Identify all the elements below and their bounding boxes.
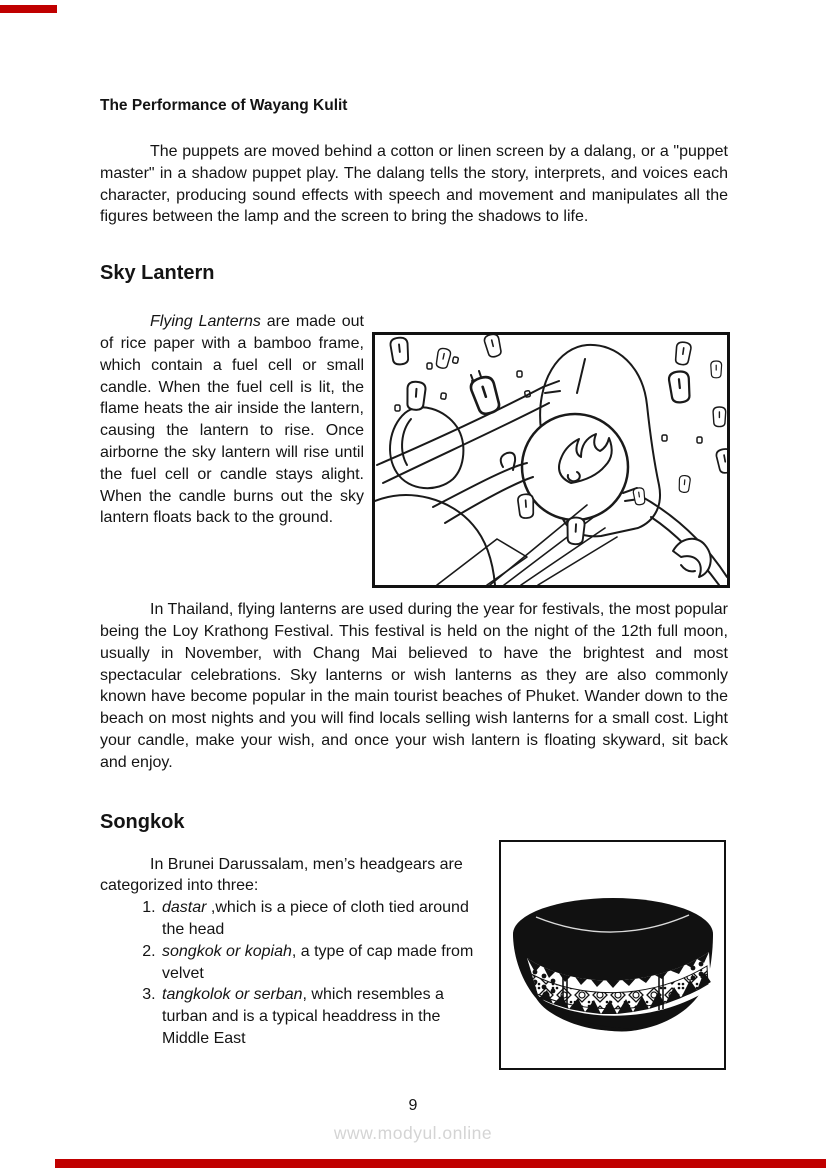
term-dastar: dastar	[162, 899, 207, 917]
songkok-image	[499, 840, 726, 1070]
list-item-songkok	[160, 941, 488, 985]
heading-songkok: Songkok	[100, 810, 185, 833]
paragraph-thailand: In Thailand, flying lanterns are used during the year for festivals, the most popular being the Loy Krathong Festival. This festival is held on the night of the 12th full moon, usually in November, with Chang Mai believed to have the brightest and most spectacular celebrations. Sky lanterns or wish lanterns as they are also commonly known have become popular in the main tourist beaches of Phuket. Wander down to the beach on most nights and you will find locals selling wish lanterns for a small cost. Light your candle, make your wish, and once your wish lantern is floating skyward, sit back and enjoy.	[100, 601, 728, 771]
sky-lanterns-illustration	[375, 335, 727, 585]
heading-sky-lantern: Sky Lantern	[100, 262, 215, 285]
sky-lanterns-image	[372, 332, 730, 588]
page-bottom-red-mark	[55, 1159, 826, 1168]
paragraph-wayang-kulit: The puppets are moved behind a cotton or linen screen by a dalang, or a "puppet master" in a shadow puppet play. The dalang tells the story, interprets, and voices each character, producing sound effects with speech and movement and manipulates all the figures between the lamp and the screen to bring the shadows to life.	[100, 143, 728, 226]
term-songkok: songkok or kopiah	[162, 942, 292, 960]
paragraph-songkok-intro: In Brunei Darussalam, men’s headgears are categorized into three:	[100, 855, 463, 895]
songkok-section	[100, 854, 488, 1050]
list-item-dastar	[160, 897, 488, 941]
paragraph-sky-lantern	[100, 311, 364, 529]
headgear-list	[100, 897, 488, 1050]
songkok-illustration	[501, 842, 724, 1068]
italic-flying-lanterns: Flying Lanterns	[150, 313, 261, 331]
heading-wayang-kulit: The Performance of Wayang Kulit	[100, 97, 348, 114]
watermark: www.modyul.online	[333, 1123, 493, 1143]
page-number: 9	[408, 1097, 418, 1114]
desc-dastar: ,which is a piece of cloth tied around the head	[162, 899, 469, 938]
desc-tangkolok: , which resembles a turban and is a typical headdress in the Middle East	[162, 986, 444, 1047]
term-tangkolok: tangkolok or serban	[162, 986, 303, 1004]
desc-songkok: , a type of cap made from velvet	[162, 942, 474, 982]
page-top-red-mark	[0, 5, 57, 13]
paragraph-sky-lantern-rest: are made out of rice paper with a bamboo frame, which contain a fuel cell or small candle. When the fuel cell is lit, the flame heats the air inside the lantern, causing the lantern to rise. Once airborne the sky lantern will rise until the fuel cell or candle stays alight. When the candle burns out the sky lantern floats back to the ground.	[100, 313, 364, 527]
list-item-tangkolok	[160, 984, 488, 1049]
